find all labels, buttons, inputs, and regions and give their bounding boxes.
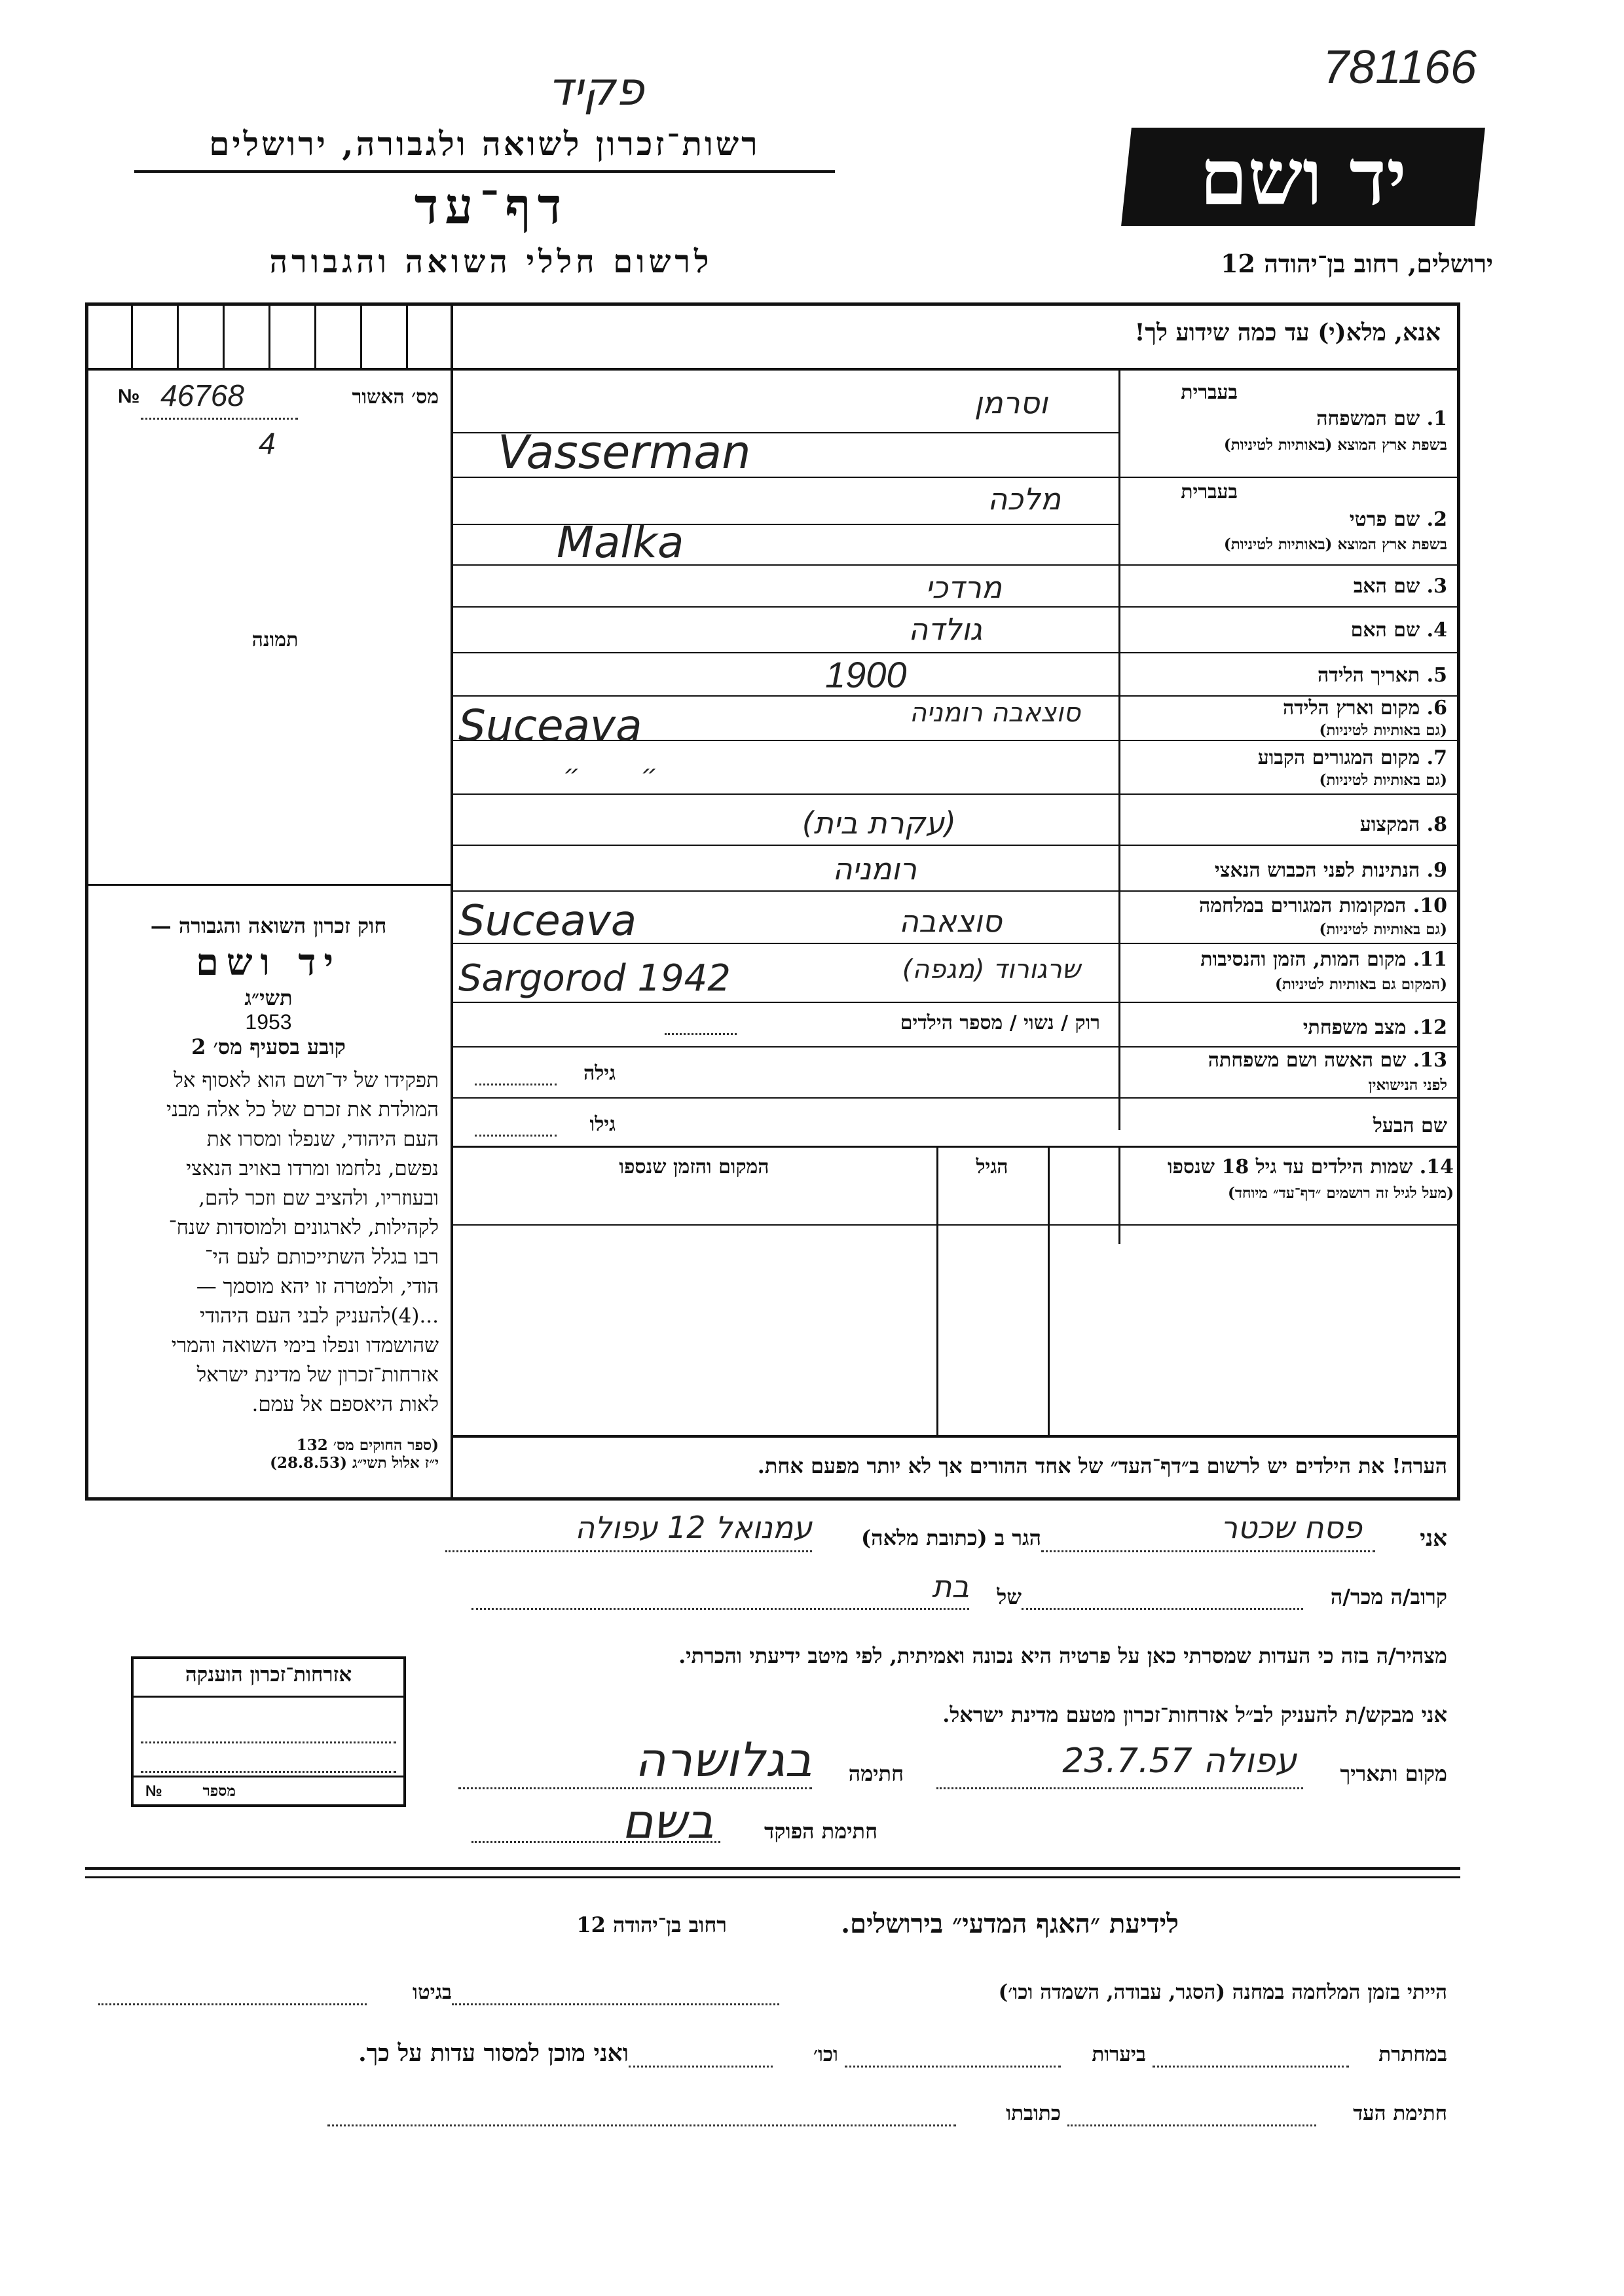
law-text-line: ובעוזריו, ולהציב שם וזכר להם, (198, 1186, 439, 1210)
birthplace-sub: (גם באותיות לטיניות) (1319, 721, 1447, 739)
residence-sub: (גם באותיות לטיניות) (1319, 771, 1447, 789)
camp-line: הייתי בזמן המלחמה במחנה (הסגר, עבודה, השמדה וכו׳) (998, 1980, 1447, 2004)
law-text (98, 1066, 439, 1419)
form-title: דף־עד (414, 177, 568, 235)
wartime-residence-label: 10. המקומות המגורים במלחמה (1198, 894, 1447, 917)
law-year: 1953 (245, 1010, 292, 1034)
marital-status-label: 12. מצב משפחתי (1302, 1016, 1447, 1039)
birthplace-latin-value: Suceava (458, 701, 642, 751)
law-text-line: הודי, ולמטרה זו יהא מוסמך — (196, 1275, 439, 1298)
witness-name-value: פסח שכטר (1221, 1510, 1362, 1545)
field-wartime-residence-labels (1123, 893, 1447, 941)
family-name-hebrew-value: וסרמן (974, 385, 1048, 420)
instruction-text: אנא, מלא(י) עד כמה שידוע לך! (1134, 319, 1441, 346)
birth-date-value: 1900 (825, 654, 907, 695)
children-label: 14. שמות הילדים עד גיל 18 שנספו (1167, 1156, 1454, 1178)
authority-underline (134, 170, 835, 173)
children-age-header: הגיל (976, 1156, 1008, 1178)
cert-number-row (111, 378, 439, 422)
form-subtitle: לרשום חללי השואה והגבורה (269, 244, 713, 280)
bottom-address: רחוב בן־יהודה 12 (576, 1912, 727, 1937)
birthplace-label: 6. מקום וארץ הלידה (1282, 697, 1447, 720)
note-text: הערה! את הילדים יש לרשום ב״דף־העד״ של אחד ההורים אך לא יותר מפעם אחת. (757, 1453, 1447, 1478)
bottom-header (458, 1908, 1179, 1948)
wife-name-label: 13. שם האשה ושם משפחתה (1208, 1049, 1447, 1072)
signature-label: חתימה (848, 1761, 904, 1786)
cert-number-prefix: № (118, 386, 140, 407)
law-panel (98, 913, 439, 1472)
law-text-line: שהושמדו ונפלו בימי השואה והמרי (171, 1334, 439, 1357)
field-family-name-labels (1123, 380, 1454, 478)
mother-name-label: 4. שם האם (1350, 619, 1447, 642)
handwritten-record-number: 781166 (1323, 41, 1477, 94)
place-date-label: מקום ותאריך (1340, 1761, 1447, 1786)
father-name-value: מרדכי (925, 570, 1002, 605)
logo-text: יד ושם (1199, 132, 1407, 223)
wartime-residence-latin-value: Suceava (458, 897, 637, 945)
citizenship-before-value: רומניה (832, 851, 917, 886)
hebrew-word-2: בעברית (1181, 481, 1238, 503)
declaration-request: אני מבקש/ת להעניק לב״ל אזרחות־זכרון מטעם מדינת ישראל. (942, 1702, 1447, 1727)
wartime-residence-hebrew-value: סוצאבה (898, 903, 1002, 939)
law-text-line: ...(4)להעניק לבני העם היהודי (200, 1304, 439, 1328)
marital-status-options: רוק / נשוי / מספר הילדים (900, 1011, 1100, 1034)
children-place-header: המקום והזמן שנספו (619, 1156, 769, 1178)
header-address: ירושלים, רחוב בן־יהודה 12 (1221, 249, 1493, 278)
field-wife-labels (1123, 1049, 1447, 1097)
children-sub: (מעל לגיל זה רושמים ״דף־עד״ מיוחד) (1227, 1184, 1454, 1202)
death-place-value: Sargorod 1942 (458, 957, 731, 1000)
citizenship-box-title: אזרחות־זכרון הוענקה (185, 1663, 352, 1686)
family-name-sub: בשפת ארץ המוצא (באותיות לטיניות) (1223, 436, 1447, 454)
law-clause: קובע בסעיף מס׳ 2 (191, 1034, 346, 1059)
of-label: של (997, 1584, 1022, 1609)
authority-name: רשות־זכרון לשואה ולגבורה, ירושלים (209, 124, 760, 163)
family-name-label: 1. שם המשפחה (1316, 407, 1447, 430)
officer-signature-value: בשם (621, 1794, 714, 1849)
resides-label: הגר ב (כתובת מלאה) (861, 1525, 1041, 1550)
citizenship-no-prefix: № (145, 1782, 162, 1799)
law-text-line: נפשם, נלחמו ומרדו באויב הנאצי (186, 1157, 439, 1180)
first-name-sub: בשפת ארץ המוצא (באותיות לטיניות) (1223, 536, 1447, 553)
law-ref-2: י״ז אלול תשי״ג (28.8.53) (270, 1454, 439, 1472)
birth-date-label: 5. תאריך הלידה (1318, 664, 1447, 687)
law-name: יד ושם (195, 941, 342, 984)
law-text-line: לאות היאספם אל עמם. (251, 1393, 439, 1416)
witness-address-value: עמנואל 12 עפולה (575, 1510, 812, 1545)
first-name-label: 2. שם פרטי (1349, 508, 1447, 531)
hebrew-word-1: בעברית (1181, 381, 1238, 404)
bottom-title: לידיעת ״האגף המדעי״ בירושלים. (841, 1908, 1179, 1939)
law-text-line: תפקידו של יד־ושם הוא לאסוף אל (174, 1068, 439, 1092)
wife-age-label: גילה (583, 1062, 616, 1085)
handwritten-clerk-mark: פקיד (547, 62, 644, 116)
ghetto-label: בגיטו (413, 1980, 452, 2004)
law-ref-1: (ספר החוקים מס׳ 132 (296, 1436, 439, 1454)
law-title: חוק זכרון השואה והגבורה — (150, 913, 387, 938)
field-first-name-labels (1123, 479, 1454, 564)
law-text-line: לקהילות, לארגונים ולמוסדות שנח־ (168, 1216, 439, 1239)
relation-value: בת (932, 1569, 969, 1604)
cert-number-label: מס׳ האשור (352, 386, 439, 409)
father-name-label: 3. שם האב (1353, 575, 1447, 598)
underground-label: במחתרת (1378, 2043, 1447, 2066)
residence-value: ״ ״ (563, 759, 658, 790)
signature-value: בגלושרה (635, 1732, 812, 1787)
ready-text: ואני מוכן למסור עדות על כך. (358, 2039, 629, 2067)
birthplace-hebrew-value: סוצאבה רומניה (909, 698, 1080, 728)
citizenship-no-label: מספר (202, 1782, 236, 1800)
husband-age-label: גילו (589, 1113, 616, 1136)
cert-number-sub: 4 (259, 426, 276, 460)
death-place-sub: (המקום גם באותיות לטיניות) (1275, 975, 1447, 993)
law-text-line: המולדת את זכרם של כל אלה מבני (166, 1098, 439, 1121)
declaration-statement: מצהיר/ה בזה כי העדות שמסרתי כאן על פרטיה היא נכונה ואמיתית, לפי מיטב ידיעתי והכרתי. (678, 1643, 1447, 1668)
officer-signature-label: חתימת הפוקד (764, 1819, 877, 1844)
law-year-heb: תשי״ג (244, 985, 293, 1010)
witness-signature-label: חתימת העד (1353, 2102, 1447, 2125)
cert-number-value: 46768 (160, 378, 244, 412)
address-label: כתובתו (1006, 2102, 1061, 2125)
field-death-labels (1123, 947, 1447, 1002)
field-children-labels (1054, 1156, 1454, 1221)
law-text-line: העם היהודי, שנפלו ומסרו את (206, 1127, 439, 1151)
death-place-hebrew-value: שרגורוד (מגפה) (902, 955, 1080, 985)
profession-value: (עקרת בית) (802, 805, 956, 841)
residence-label: 7. מקום המגורים הקבוע (1257, 746, 1447, 769)
photo-label: תמונה (251, 629, 299, 651)
field-residence-labels (1123, 746, 1447, 790)
relative-label: קרוב/ה מכר/ה (1330, 1584, 1447, 1609)
death-place-label: 11. מקום המות, הזמן והנסיבות (1200, 948, 1447, 971)
law-text-line: אזרחות־זכרון של מדינת ישראל (196, 1363, 439, 1387)
wife-name-sub: לפני הנישואין (1368, 1076, 1447, 1094)
law-text-line: רבו בגלל השתייכותם לעם הי־ (204, 1245, 439, 1269)
mother-name-value: גולדה (908, 611, 982, 647)
first-name-latin-value: Malka (557, 517, 684, 568)
citizenship-before-label: 9. הנתינות לפני הכבוש הנאצי (1214, 859, 1447, 882)
profession-label: 8. המקצוע (1359, 813, 1447, 836)
place-date-value: עפולה 23.7.57 (1062, 1741, 1297, 1781)
family-name-latin-value: Vasserman (498, 426, 751, 479)
field-birthplace-labels (1123, 697, 1447, 740)
husband-name-label: שם הבעל (1373, 1114, 1447, 1137)
forests-label: ביערות (1092, 2043, 1146, 2066)
declaration-i-label: אני (1420, 1525, 1447, 1552)
first-name-hebrew-value: מלכה (987, 481, 1061, 517)
etc-label: וכו׳ (813, 2043, 838, 2066)
wartime-residence-sub: (גם באותיות לטיניות) (1319, 920, 1447, 938)
